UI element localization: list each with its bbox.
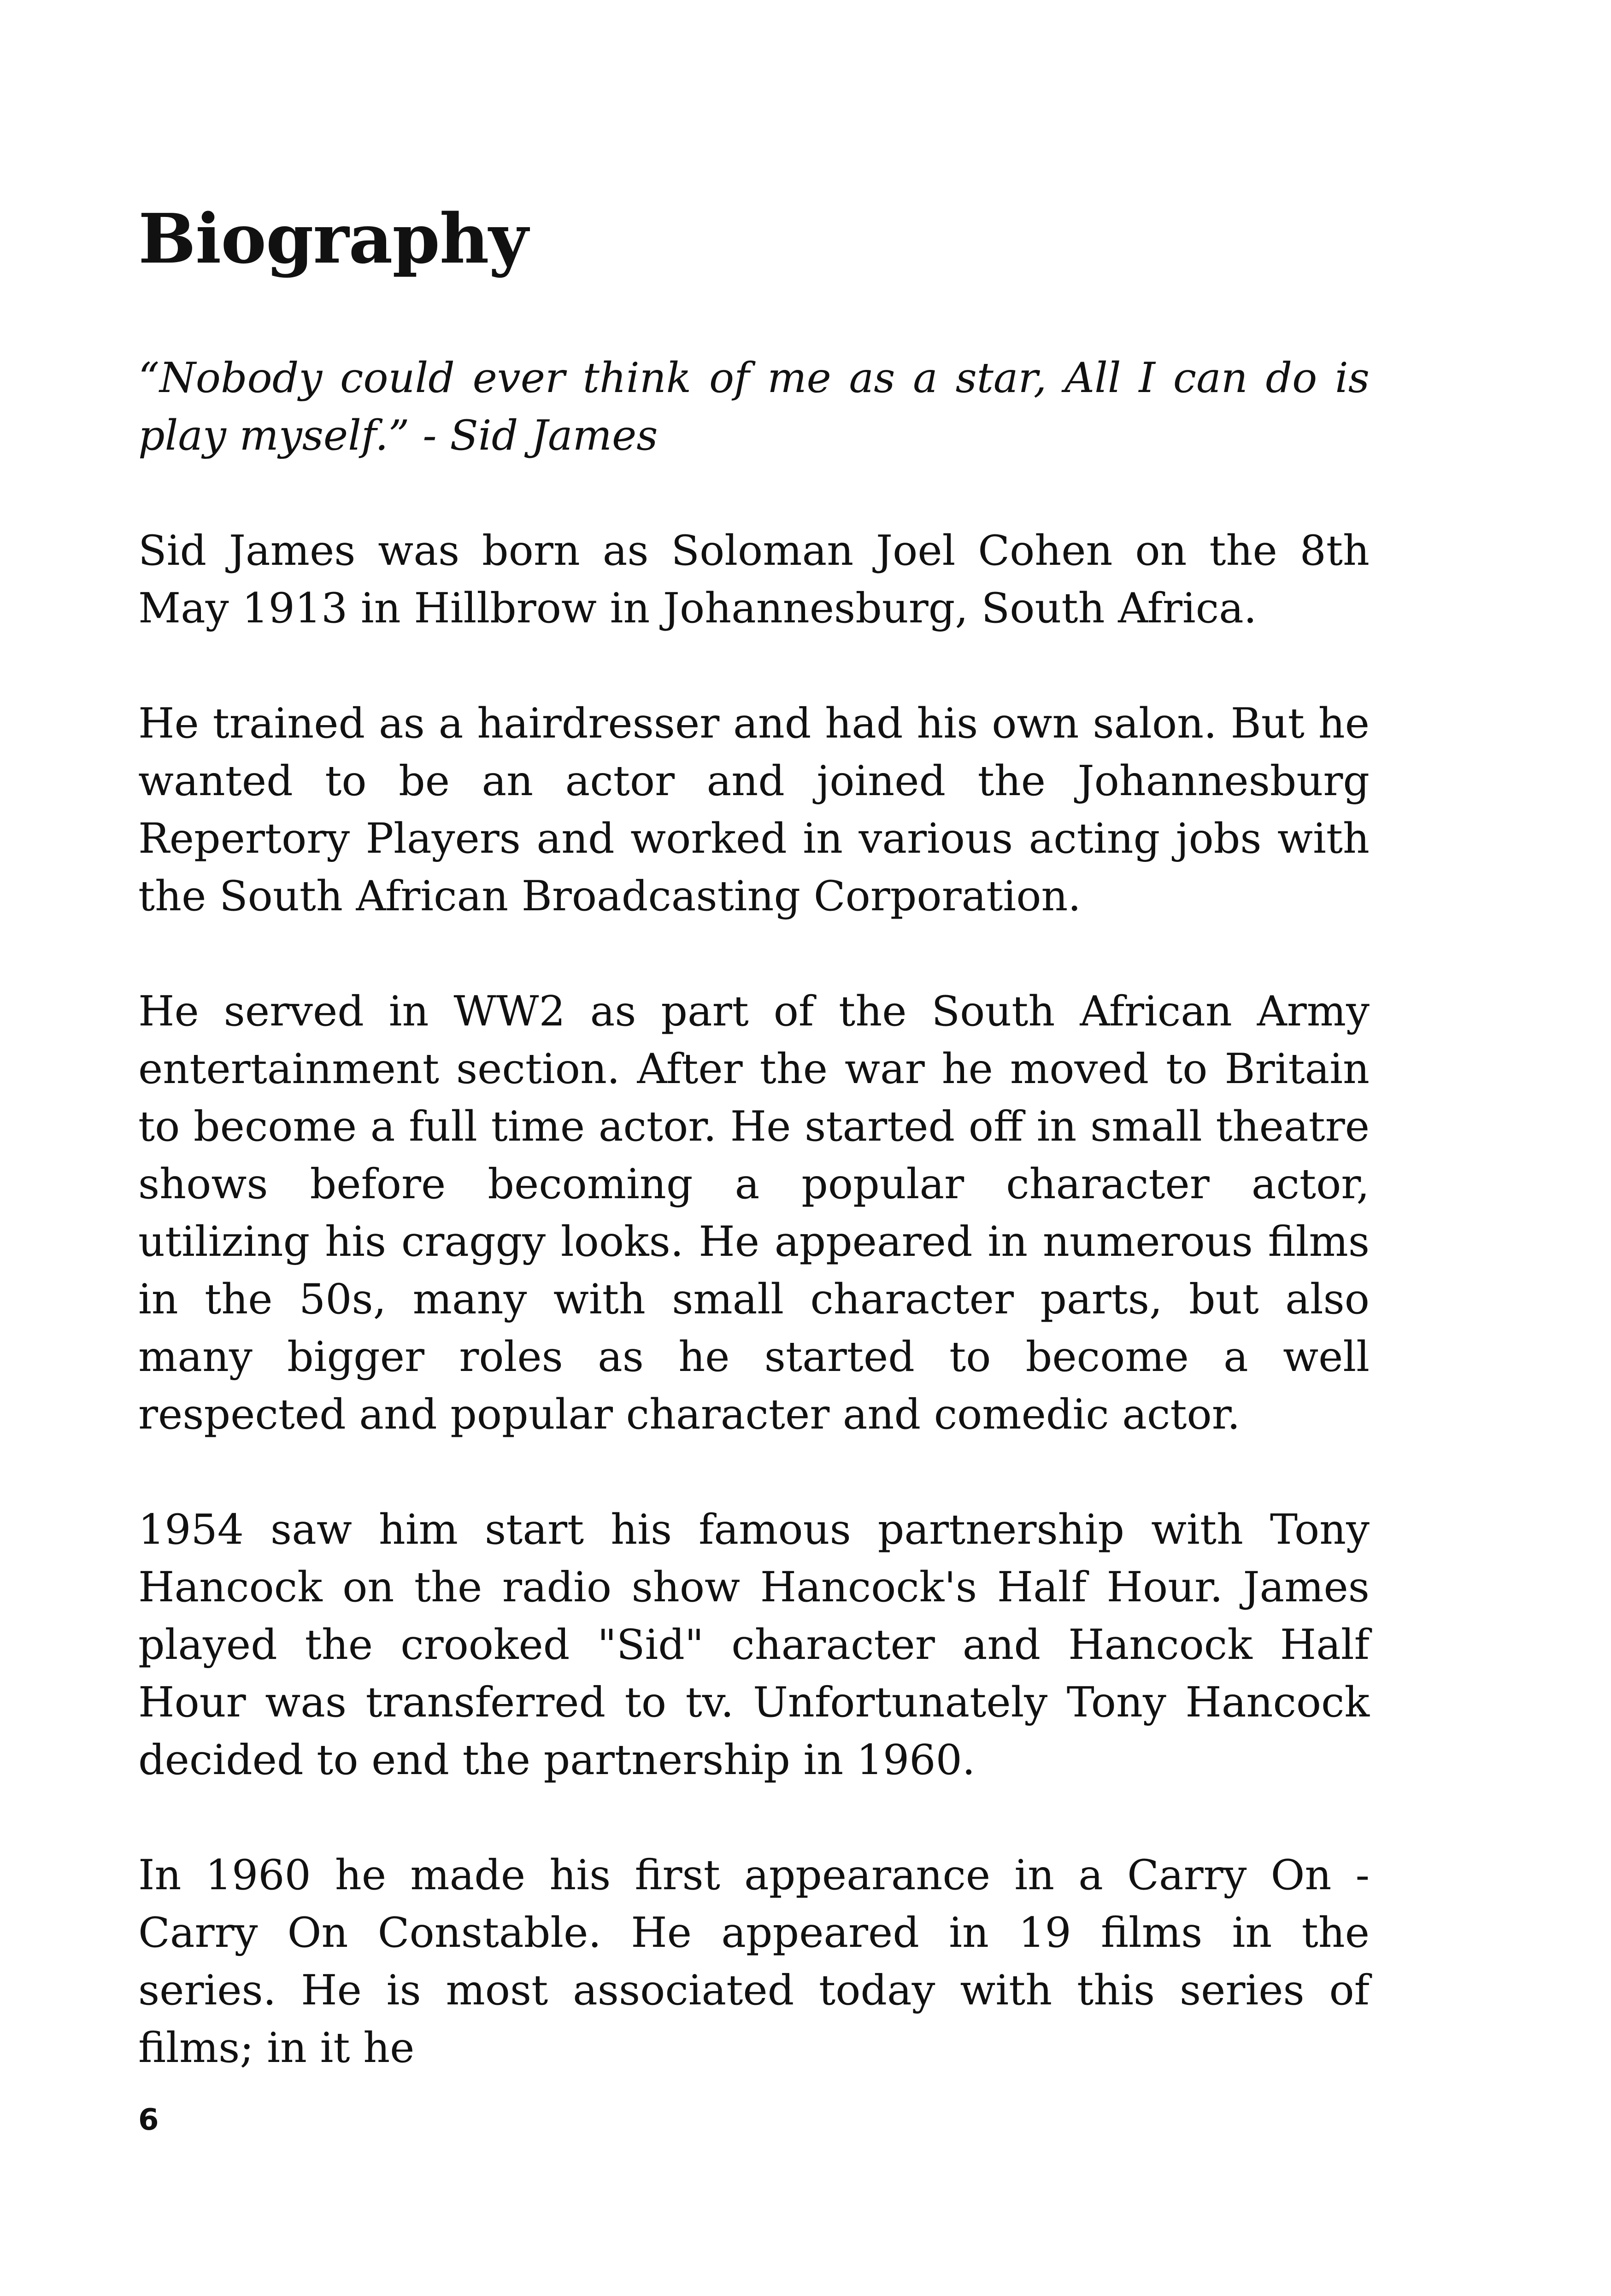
paragraph-carry-on: In 1960 he made his first appearance in a Carry On - Carry On Constable. He appeared in 19 films in the series. He is most associated today with this series of films; in it he xyxy=(138,1851,1370,2072)
page-title: Biography xyxy=(138,199,528,279)
paragraph-hancock: 1954 saw him start his famous partnership with Tony Hancock on the radio show Hancock's Half Hour. James played the crooked "Sid" character and Hancock Half Hour was transferred to tv. Unfortunately Tony Hancock decided to end the partnership in 1960. xyxy=(138,1505,1370,1784)
paragraph-early-career: He trained as a hairdresser and had his own salon. But he wanted to be an actor and joined the Johannesburg Repertory Players and worked in various acting jobs with the South African Broadcasting Corporation. xyxy=(138,699,1370,920)
paragraph-war-and-film: He served in WW2 as part of the South African Army entertainment section. After the war he moved to Britain to become a full time actor. He started off in small theatre shows before becoming a popular character actor, utilizing his craggy looks. He appeared in numerous films in the 50s, many with small character parts, but also many bigger roles as he started to become a well respected and popular character and comedic actor. xyxy=(138,987,1370,1439)
paragraph-birth: Sid James was born as Soloman Joel Cohen on the 8th May 1913 in Hillbrow in Johannesburg, South Africa. xyxy=(138,526,1370,633)
page-content xyxy=(138,198,1370,2077)
page-number: 6 xyxy=(138,2103,159,2137)
epigraph-quote: “Nobody could ever think of me as a star, All I can do is play myself.” - Sid James xyxy=(138,353,1370,460)
